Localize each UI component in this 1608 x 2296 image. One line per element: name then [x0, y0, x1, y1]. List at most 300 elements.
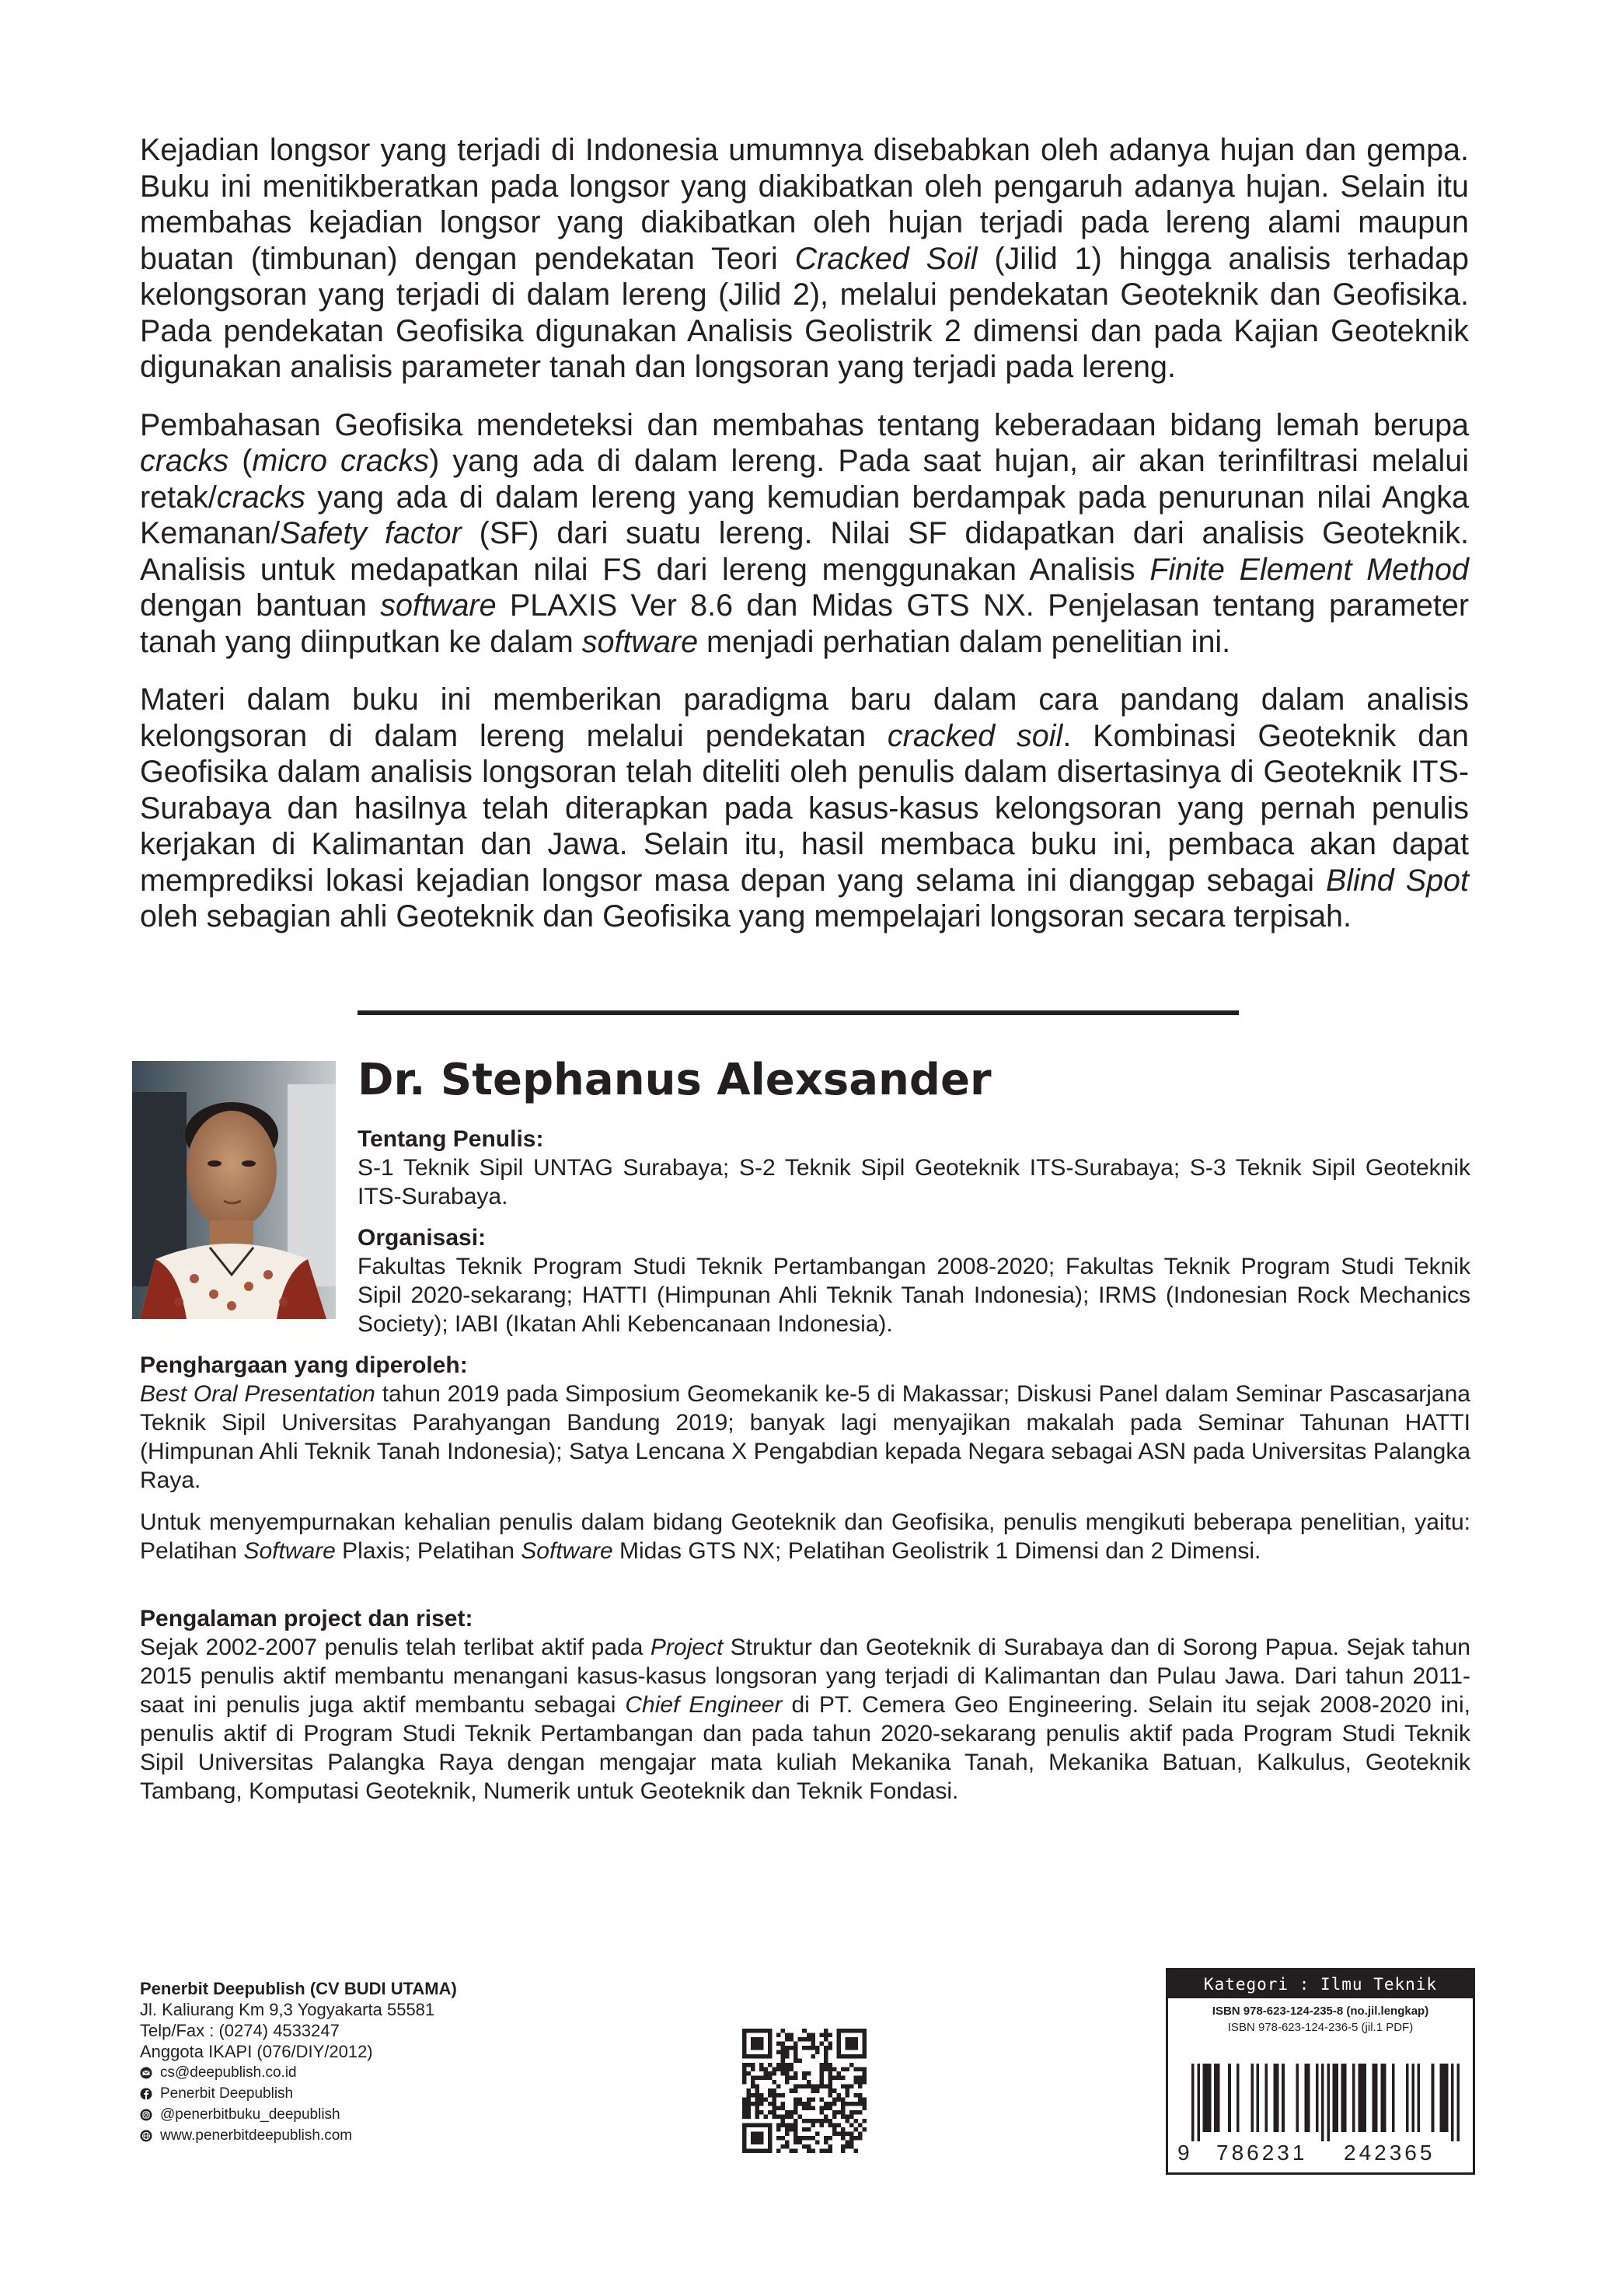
qr-module: [828, 2106, 832, 2110]
qr-module: [742, 2106, 747, 2110]
qr-module: [819, 2123, 824, 2127]
contact-instagram: [140, 2104, 457, 2125]
barcode-bar: [1406, 2064, 1409, 2132]
barcode-bar: [1364, 2064, 1367, 2132]
qr-module: [819, 2063, 824, 2067]
blurb-paragraph-1: Kejadian longsor yang terjadi di Indonesia umumnya disebabkan oleh adanya hujan dan gempa. Buku ini menitikberatkan pada longsor yang diakibatkan oleh pengaruh adanya hujan. Selain itu membahas kejadian longsor yang diakibatkan oleh hujan terjadi pada lereng alami maupun buatan (timbunan) dengan pendekatan Teori Cracked Soil (Jilid 1) hingga analisis terhadap kelongsoran yang terjadi di dalam lereng (Jilid 2), melalui pendekatan Geoteknik dan Geofisika. Pada pendekatan Geofisika digunakan Analisis Geolistrik 2 dimensi dan pada Kajian Geoteknik digunakan analisis parameter tanah dan longsoran yang terjadi pada lereng.: [140, 133, 1469, 384]
qr-module: [824, 2033, 828, 2038]
qr-module: [776, 2123, 781, 2127]
qr-module: [785, 2131, 790, 2136]
qr-module: [751, 2076, 755, 2081]
qr-module: [781, 2093, 786, 2098]
barcode-bar: [1432, 2064, 1435, 2132]
qr-module: [862, 2076, 867, 2081]
author-awards-section: [140, 1351, 1470, 1495]
qr-module: [858, 2067, 863, 2072]
barcode-bar: [1296, 2064, 1299, 2132]
barcode-bar: [1273, 2064, 1276, 2132]
italic-term: Software: [521, 1538, 613, 1564]
qr-code: [742, 2029, 867, 2153]
barcode-bar: [1451, 2064, 1454, 2141]
barcode-bar: [1264, 2064, 1268, 2132]
author-name: Dr. Stephanus Alexsander: [358, 1055, 992, 1105]
qr-module: [785, 2054, 790, 2059]
qr-module: [755, 2110, 760, 2115]
qr-module: [807, 2033, 811, 2038]
qr-module: [776, 2050, 781, 2055]
qr-module: [781, 2144, 786, 2149]
qr-module: [794, 2136, 798, 2141]
qr-module: [755, 2076, 760, 2081]
italic-term: Finite Element Method: [1149, 552, 1469, 587]
email-text: cs@deepublish.co.id: [160, 2064, 297, 2081]
experience-heading: Pengalaman project dan riset:: [140, 1606, 473, 1631]
qr-module: [828, 2093, 832, 2098]
qr-module: [759, 2102, 764, 2106]
qr-module: [862, 2097, 867, 2102]
qr-module: [785, 2033, 790, 2038]
qr-module: [862, 2127, 867, 2132]
qr-module: [747, 2102, 752, 2106]
qr-module: [776, 2106, 781, 2110]
barcode-bar: [1383, 2064, 1387, 2132]
barcode-bar: [1358, 2064, 1361, 2132]
qr-module: [747, 2097, 752, 2102]
qr-module: [751, 2093, 755, 2098]
qr-module: [832, 2067, 837, 2072]
qr-module: [815, 2119, 820, 2123]
qr-module: [836, 2071, 841, 2076]
web-icon: [140, 2130, 152, 2142]
isbn-set: ISBN 978-623-124-235-8 (no.jil.lengkap): [1212, 2005, 1429, 2018]
qr-module: [776, 2033, 781, 2038]
barcode-bar: [1307, 2064, 1310, 2132]
qr-module: [764, 2097, 769, 2102]
qr-module: [824, 2140, 828, 2144]
qr-module: [853, 2076, 858, 2081]
qr-module: [794, 2050, 798, 2055]
qr-module: [798, 2085, 803, 2089]
qr-module: [828, 2085, 832, 2089]
qr-module: [751, 2080, 755, 2085]
qr-module: [781, 2042, 786, 2047]
qr-module: [858, 2085, 863, 2089]
qr-module: [781, 2123, 786, 2127]
qr-module: [815, 2140, 820, 2144]
qr-module: [841, 2110, 846, 2115]
qr-module: [853, 2110, 858, 2115]
qr-module: [794, 2106, 798, 2110]
italic-term: cracks: [140, 444, 229, 478]
qr-module: [853, 2148, 858, 2153]
qr-module: [807, 2102, 811, 2106]
barcode-bar: [1372, 2064, 1375, 2132]
qr-module: [824, 2136, 828, 2141]
qr-module: [824, 2067, 828, 2072]
barcode-bars: [1191, 2064, 1460, 2141]
contact-web: [140, 2125, 457, 2146]
contact-facebook: [140, 2083, 457, 2104]
qr-module: [798, 2114, 803, 2119]
qr-module: [759, 2097, 764, 2102]
qr-module: [785, 2046, 790, 2050]
qr-module: [853, 2093, 858, 2098]
qr-module: [811, 2033, 815, 2038]
qr-module: [768, 2110, 773, 2115]
qr-module: [802, 2085, 807, 2089]
qr-module: [858, 2136, 863, 2141]
barcode-bar: [1456, 2064, 1460, 2141]
qr-module: [781, 2054, 786, 2059]
qr-module: [811, 2123, 815, 2127]
qr-module: [836, 2131, 841, 2136]
qr-module: [845, 2119, 849, 2123]
barcode-bar: [1321, 2064, 1324, 2141]
qr-module: [785, 2110, 790, 2115]
qr-module: [794, 2046, 798, 2050]
barcode-bar: [1191, 2064, 1195, 2141]
qr-module: [807, 2046, 811, 2050]
qr-module: [742, 2076, 747, 2081]
qr-module: [858, 2110, 863, 2115]
qr-module: [794, 2140, 798, 2144]
qr-module: [802, 2119, 807, 2123]
qr-module: [776, 2093, 781, 2098]
qr-module: [841, 2148, 846, 2153]
facebook-text: Penerbit Deepublish: [160, 2085, 294, 2102]
qr-module: [751, 2102, 755, 2106]
qr-module: [785, 2067, 790, 2072]
qr-module: [828, 2067, 832, 2072]
blurb-paragraph-2: Pembahasan Geofisika mendeteksi dan membahas tentang keberadaan bidang lemah berupa cracks (micro cracks) yang ada di dalam lereng. Pada saat hujan, air akan terinfiltrasi melalui retak/cracks yang ada di dalam lereng yang kemudian berdampak pada penurunan nilai Angka Kemanan/Safety factor (SF) dari suatu lereng. Nilai SF didapatkan dari analisis Geoteknik. Analisis untuk medapatkan nilai FS dari lereng menggunakan Analisis Finite Element Method dengan bantuan software PLAXIS Ver 8.6 dan Midas GTS NX. Penjelasan tentang parameter tanah yang diinputkan ke dalam software menjadi perhatian dalam penelitian ini.: [140, 407, 1469, 659]
qr-module: [824, 2102, 828, 2106]
qr-module: [811, 2054, 815, 2059]
qr-module: [819, 2067, 824, 2072]
qr-module: [776, 2042, 781, 2047]
qr-module: [798, 2136, 803, 2141]
publisher-phone: Telp/Fax : (0274) 4533247: [140, 2021, 340, 2040]
barcode-bar: [1380, 2064, 1383, 2132]
qr-module: [828, 2046, 832, 2050]
italic-term: cracked soil: [887, 718, 1063, 753]
author-about-section: [358, 1125, 1470, 1211]
qr-module: [807, 2127, 811, 2132]
qr-module: [742, 2114, 747, 2119]
qr-module: [862, 2071, 867, 2076]
qr-module: [828, 2076, 832, 2081]
barcode-bar: [1250, 2064, 1254, 2132]
qr-module: [751, 2131, 764, 2144]
qr-module: [742, 2102, 747, 2106]
author-organization-section: [358, 1223, 1470, 1338]
qr-module: [828, 2119, 832, 2123]
qr-module: [807, 2148, 811, 2153]
qr-module: [849, 2085, 854, 2089]
qr-module: [807, 2097, 811, 2102]
italic-term: Project: [650, 1635, 724, 1660]
qr-module: [776, 2067, 781, 2072]
qr-module: [832, 2127, 837, 2132]
qr-module: [802, 2127, 807, 2132]
qr-module: [768, 2063, 773, 2067]
qr-module: [858, 2097, 863, 2102]
qr-module: [790, 2148, 794, 2153]
qr-module: [773, 2106, 777, 2110]
qr-module: [815, 2131, 820, 2136]
qr-module: [802, 2037, 807, 2042]
qr-module: [828, 2144, 832, 2149]
qr-module: [781, 2063, 786, 2067]
barcode-bar: [1214, 2064, 1217, 2132]
qr-module: [768, 2088, 773, 2093]
qr-module: [790, 2088, 794, 2093]
qr-module: [773, 2110, 777, 2115]
qr-module: [807, 2080, 811, 2085]
qr-module: [755, 2085, 760, 2089]
qr-module: [824, 2063, 828, 2067]
qr-module: [768, 2071, 773, 2076]
barcode-bar: [1205, 2064, 1209, 2132]
qr-module: [849, 2131, 854, 2136]
qr-module: [836, 2123, 841, 2127]
qr-module: [764, 2076, 769, 2081]
qr-module: [776, 2148, 781, 2153]
category-label: Kategori : Ilmu Teknik: [1168, 1970, 1473, 1998]
barcode-digits-left: 786231: [1216, 2141, 1308, 2165]
qr-module: [807, 2136, 811, 2141]
qr-module: [836, 2093, 841, 2098]
qr-module: [764, 2114, 769, 2119]
barcode-digit-first: 9: [1177, 2141, 1190, 2165]
qr-module: [862, 2067, 867, 2072]
barcode-bar: [1344, 2064, 1347, 2132]
divider-line: [358, 1010, 1239, 1015]
qr-module: [781, 2102, 786, 2106]
qr-module: [785, 2063, 790, 2067]
qr-module: [773, 2071, 777, 2076]
qr-module: [832, 2097, 837, 2102]
qr-module: [802, 2144, 807, 2149]
qr-module: [747, 2114, 752, 2119]
qr-module: [794, 2110, 798, 2115]
barcode-bar: [1228, 2064, 1231, 2132]
qr-module: [815, 2085, 820, 2089]
qr-module: [755, 2088, 760, 2093]
qr-module: [794, 2123, 798, 2127]
qr-module: [849, 2102, 854, 2106]
qr-module: [790, 2063, 794, 2067]
qr-module: [811, 2119, 815, 2123]
qr-module: [828, 2071, 832, 2076]
publisher-address: Jl. Kaliurang Km 9,3 Yogyakarta 55581: [140, 2000, 435, 2019]
qr-module: [841, 2085, 846, 2089]
qr-module: [862, 2080, 867, 2085]
qr-module: [781, 2067, 786, 2072]
qr-module: [845, 2114, 849, 2119]
qr-module: [832, 2076, 837, 2081]
qr-module: [862, 2106, 867, 2110]
qr-module: [858, 2076, 863, 2081]
qr-module: [824, 2119, 828, 2123]
qr-module: [747, 2063, 752, 2067]
qr-module: [849, 2123, 854, 2127]
qr-module: [798, 2140, 803, 2144]
qr-module: [773, 2088, 777, 2093]
qr-module: [802, 2136, 807, 2141]
qr-module: [802, 2106, 807, 2110]
qr-module: [832, 2114, 837, 2119]
isbn-barcode-box: [1166, 1968, 1475, 2175]
qr-module: [785, 2127, 790, 2132]
qr-module: [785, 2050, 790, 2055]
qr-module: [794, 2148, 798, 2153]
instagram-icon: [140, 2109, 152, 2121]
about-heading: Tentang Penulis:: [358, 1126, 544, 1152]
qr-module: [836, 2076, 841, 2081]
qr-module: [849, 2114, 854, 2119]
qr-module: [832, 2110, 837, 2115]
qr-module: [776, 2114, 781, 2119]
qr-module: [815, 2088, 820, 2093]
barcode-bar: [1327, 2064, 1330, 2141]
training-text: Untuk menyempurnakan kehalian penulis dalam bidang Geoteknik dan Geofisika, penulis mengikuti beberapa penelitian, yaitu: Pelatihan Software Plaxis; Pelatihan Software Midas GTS NX; Pelatihan Geolistrik 1 Dimensi dan 2 Dimensi.: [140, 1509, 1470, 1564]
qr-module: [811, 2088, 815, 2093]
barcode-bar: [1440, 2064, 1443, 2132]
barcode-bar: [1442, 2064, 1446, 2132]
qr-module: [773, 2102, 777, 2106]
qr-module: [790, 2123, 794, 2127]
qr-module: [759, 2110, 764, 2115]
qr-module: [845, 2037, 858, 2050]
author-photo: [132, 1061, 336, 1319]
barcode-bar: [1418, 2064, 1421, 2132]
qr-module: [832, 2123, 837, 2127]
qr-module: [781, 2106, 786, 2110]
qr-module: [742, 2097, 747, 2102]
qr-module: [807, 2119, 811, 2123]
qr-module: [759, 2063, 764, 2067]
qr-module: [807, 2037, 811, 2042]
qr-module: [747, 2088, 752, 2093]
qr-module: [755, 2097, 760, 2102]
qr-module: [742, 2080, 747, 2085]
qr-module: [819, 2097, 824, 2102]
qr-module: [798, 2059, 803, 2064]
barcode-bar: [1209, 2064, 1212, 2132]
qr-module: [751, 2085, 755, 2089]
qr-module: [781, 2059, 786, 2064]
qr-module: [811, 2037, 815, 2042]
qr-module: [811, 2097, 815, 2102]
italic-term: cracks: [216, 480, 305, 515]
qr-module: [841, 2131, 846, 2136]
barcode-digits-right: 242365: [1344, 2141, 1435, 2165]
qr-module: [768, 2076, 773, 2081]
barcode-bar: [1341, 2064, 1344, 2132]
email-icon: [140, 2067, 152, 2079]
qr-module: [828, 2123, 832, 2127]
qr-module: [853, 2127, 858, 2132]
italic-term: Cracked Soil: [794, 241, 978, 276]
qr-module: [845, 2085, 849, 2089]
qr-module: [819, 2106, 824, 2110]
barcode-bar: [1197, 2064, 1200, 2141]
qr-module: [755, 2114, 760, 2119]
italic-term: micro cracks: [252, 444, 430, 478]
barcode-bar: [1411, 2064, 1414, 2132]
qr-module: [841, 2097, 846, 2102]
qr-module: [773, 2114, 777, 2119]
qr-module: [828, 2042, 832, 2047]
qr-module: [828, 2088, 832, 2093]
qr-module: [845, 2093, 849, 2098]
qr-module: [794, 2071, 798, 2076]
qr-module: [776, 2085, 781, 2089]
qr-module: [824, 2114, 828, 2119]
qr-module: [794, 2076, 798, 2081]
qr-module: [798, 2102, 803, 2106]
qr-module: [781, 2136, 786, 2141]
barcode-bar: [1276, 2064, 1279, 2132]
qr-module: [811, 2136, 815, 2141]
qr-module: [759, 2076, 764, 2081]
qr-module: [832, 2131, 837, 2136]
qr-module: [747, 2071, 752, 2076]
qr-module: [794, 2042, 798, 2047]
qr-module: [824, 2054, 828, 2059]
qr-module: [755, 2102, 760, 2106]
qr-module: [849, 2110, 854, 2115]
qr-module: [794, 2119, 798, 2123]
qr-module: [802, 2102, 807, 2106]
qr-module: [811, 2085, 815, 2089]
barcode-bar: [1446, 2064, 1449, 2132]
qr-module: [798, 2037, 803, 2042]
barcode-bar: [1217, 2064, 1220, 2132]
qr-module: [862, 2102, 867, 2106]
qr-module: [751, 2037, 764, 2050]
qr-module: [768, 2102, 773, 2106]
qr-module: [841, 2144, 846, 2149]
qr-module: [845, 2067, 849, 2072]
qr-module: [828, 2136, 832, 2141]
qr-module: [841, 2114, 846, 2119]
qr-module: [790, 2046, 794, 2050]
publisher-membership: Anggota IKAPI (076/DIY/2012): [140, 2042, 373, 2061]
qr-module: [858, 2080, 863, 2085]
qr-module: [858, 2131, 863, 2136]
barcode-bar: [1316, 2064, 1319, 2132]
qr-module: [781, 2119, 786, 2123]
qr-module: [781, 2029, 786, 2033]
barcode-bar: [1352, 2064, 1355, 2132]
qr-module: [773, 2097, 777, 2102]
qr-module: [776, 2127, 781, 2132]
barcode-bar: [1257, 2064, 1260, 2132]
author-experience-section: [140, 1604, 1470, 1806]
author-training-section: [140, 1508, 1470, 1565]
qr-module: [836, 2110, 841, 2115]
qr-module: [785, 2076, 790, 2081]
qr-module: [785, 2123, 790, 2127]
qr-module: [794, 2059, 798, 2064]
qr-module: [807, 2071, 811, 2076]
qr-module: [824, 2059, 828, 2064]
qr-module: [798, 2097, 803, 2102]
qr-module: [819, 2119, 824, 2123]
about-text: S-1 Teknik Sipil UNTAG Surabaya; S-2 Teknik Sipil Geoteknik ITS-Surabaya; S-3 Teknik Sipil Geoteknik ITS-Surabaya.: [358, 1155, 1470, 1209]
qr-module: [828, 2148, 832, 2153]
